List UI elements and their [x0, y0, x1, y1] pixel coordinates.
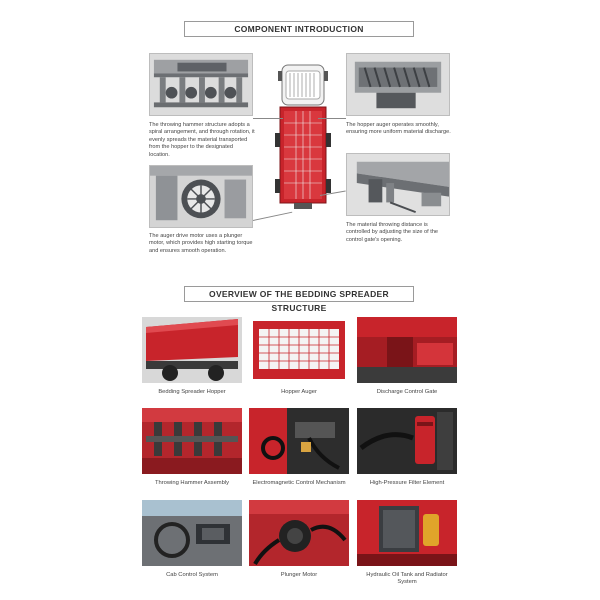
- throwing-hammer-photo: [149, 53, 253, 116]
- grid-item-cab-control: [142, 500, 242, 579]
- grid-item-discharge-gate: [357, 317, 457, 396]
- grid-label: Cab Control System: [166, 572, 218, 578]
- leader-line-motor: [253, 212, 292, 221]
- leader-line-auger: [318, 118, 346, 119]
- filter-element-photo: [357, 408, 457, 474]
- leader-line-hammer: [253, 118, 283, 119]
- grid-label: Plunger Motor: [280, 572, 318, 578]
- discharge-gate-photo: [357, 317, 457, 383]
- control-gate-photo: [346, 153, 450, 216]
- control-gate-description: The material throwing distance is controlled by adjusting the size of the control gate's opening.: [346, 222, 439, 243]
- auger-drive-motor-description: The auger drive motor uses a plunger motor, which provides high starting torque and ensures smooth operation.: [149, 233, 253, 254]
- hopper-auger-photo: [346, 53, 450, 116]
- grid-label: Bedding Spreader Hopper: [158, 389, 226, 395]
- grid-item-electromagnetic-control: [249, 408, 349, 487]
- component-introduction-title: COMPONENT INTRODUCTION: [184, 21, 414, 37]
- grid-label: High-Pressure Filter Element: [369, 480, 445, 486]
- hydraulic-tank-photo: [357, 500, 457, 566]
- hopper-auger-grid-photo: [249, 317, 349, 383]
- grid-label: Hydraulic Oil Tank and Radiator System: [366, 572, 448, 586]
- grid-item-hopper-auger: [249, 317, 349, 396]
- grid-item-plunger-motor: [249, 500, 349, 579]
- grid-item-filter-element: [357, 408, 457, 487]
- grid-item-hopper: [142, 317, 242, 396]
- overview-section-title: OVERVIEW OF THE BEDDING SPREADER STRUCTURE: [184, 286, 414, 302]
- auger-drive-motor-photo: [149, 165, 253, 228]
- cab-control-photo: [142, 500, 242, 566]
- spreader-top-view: [274, 63, 332, 213]
- plunger-motor-photo: [249, 500, 349, 566]
- throwing-hammer-grid-photo: [142, 408, 242, 474]
- grid-label: Discharge Control Gate: [376, 389, 438, 395]
- electromagnetic-control-photo: [249, 408, 349, 474]
- hopper-auger-description: The hopper auger operates smoothly, ensuring more uniform material discharge.: [346, 122, 451, 136]
- grid-label: Hopper Auger: [281, 389, 317, 395]
- grid-label: Electromagnetic Control Mechanism: [252, 480, 346, 486]
- grid-item-throwing-hammer: [142, 408, 242, 487]
- grid-item-hydraulic-tank: [357, 500, 457, 586]
- throwing-hammer-description: The throwing hammer structure adopts a spiral arrangement, and through rotation, it evenly spreads the material transported from the hopper to the designated location.: [149, 122, 255, 158]
- hopper-photo: [142, 317, 242, 383]
- grid-label: Throwing Hammer Assembly: [154, 480, 230, 486]
